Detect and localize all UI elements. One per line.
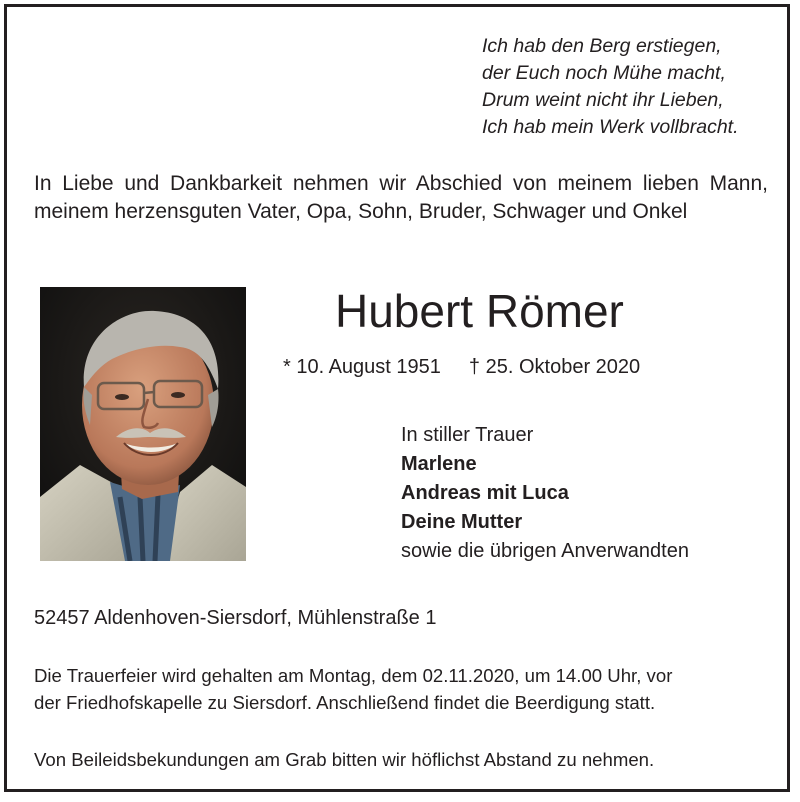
condolence-note: Von Beileidsbekundungen am Grab bitten wir höflichst Abstand zu nehmen. [34, 749, 655, 770]
mourners-block [401, 421, 689, 566]
poem-line: Ich hab mein Werk vollbracht. [482, 116, 739, 138]
mourner-name: Andreas mit Luca [401, 482, 569, 504]
deceased-name: Hubert Römer [335, 285, 624, 337]
address: 52457 Aldenhoven-Siersdorf, Mühlenstraße 1 [34, 607, 437, 629]
mourner-name: Deine Mutter [401, 511, 523, 533]
portrait-photo [40, 287, 246, 561]
poem-line: der Euch noch Mühe macht, [482, 62, 726, 84]
service-line: Die Trauerfeier wird gehalten am Montag, dem 02.11.2020, um 14.00 Uhr, vor [34, 665, 673, 686]
death-date: † 25. Oktober 2020 [468, 356, 641, 378]
mourner-name: Marlene [401, 453, 477, 475]
poem-line: Ich hab den Berg erstiegen, [482, 35, 722, 57]
intro-text: In Liebe und Dankbarkeit nehmen wir Abschied von meinem lieben Mann, meinem herzensguten Vater, Opa, Sohn, Bruder, Schwager und Onkel [34, 172, 768, 223]
service-info [34, 662, 750, 716]
poem [482, 33, 739, 141]
poem-line: Drum weint nicht ihr Lieben, [482, 89, 724, 111]
life-dates [283, 353, 640, 381]
mourners-rest: sowie die übrigen Anverwandten [401, 540, 689, 562]
birth-date: * 10. August 1951 [283, 356, 441, 378]
mourning-heading: In stiller Trauer [401, 424, 534, 446]
service-line: der Friedhofskapelle zu Siersdorf. Anschließend findet die Beerdigung statt. [34, 692, 656, 713]
